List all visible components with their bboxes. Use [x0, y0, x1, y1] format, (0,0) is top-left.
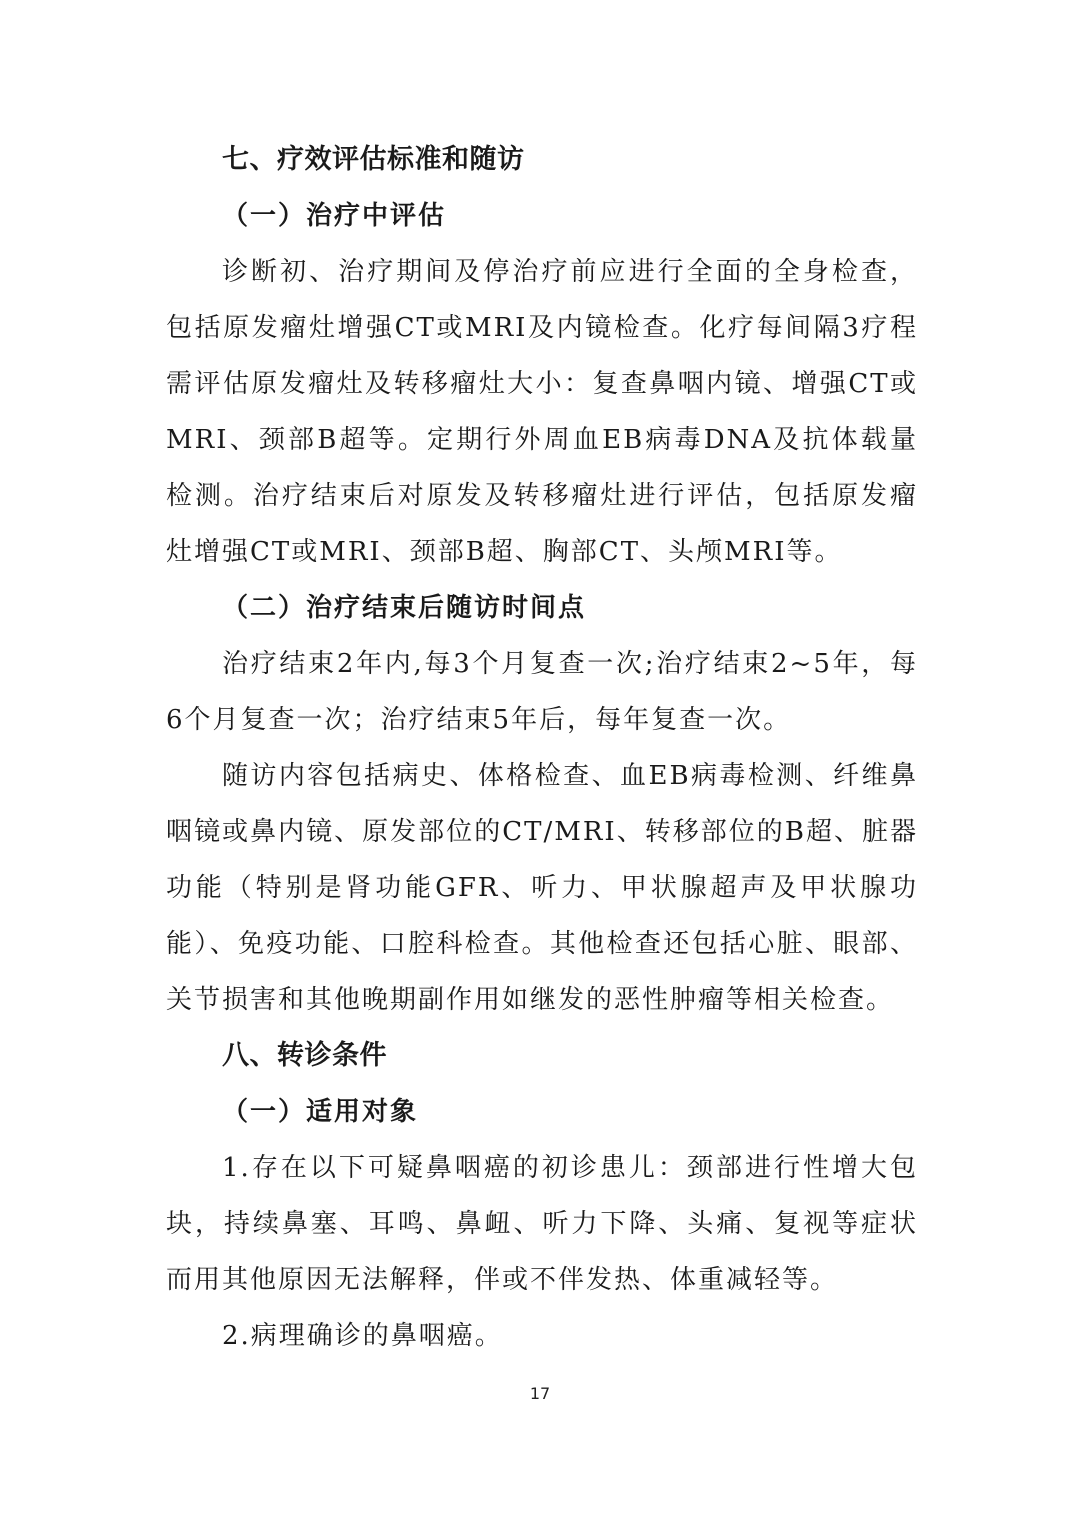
page-number: 17: [529, 1384, 551, 1403]
section-7-2-paragraph-content: 随访内容包括病史、体格检查、血EB病毒检测、纤维鼻咽镜或鼻内镜、原发部位的CT/MRI、转移部位的B超、脏器功能（特别是肾功能GFR、听力、甲状腺超声及甲状腺功能）、免疫功能、口腔科检查。其他检查还包括心脏、眼部、关节损害和其他晚期副作用如继发的恶性肿瘤等相关检查。: [166, 761, 918, 1015]
section-7-heading: 七、疗效评估标准和随访: [222, 144, 525, 175]
section-7-2-paragraph-schedule: 治疗结束2年内,每3个月复查一次;治疗结束2~5年，每6个月复查一次；治疗结束5年后，每年复查一次。: [166, 649, 918, 735]
document-body: [166, 132, 918, 1364]
section-8-1-item-2: 2.病理确诊的鼻咽癌。: [222, 1321, 503, 1351]
section-7-1-heading: （一）治疗中评估: [222, 201, 447, 231]
section-7-2-heading: （二）治疗结束后随访时间点: [222, 593, 587, 623]
section-8-1-heading: （一）适用对象: [222, 1097, 419, 1127]
section-8-heading: 八、转诊条件: [222, 1040, 387, 1071]
section-7-1-paragraph: 诊断初、治疗期间及停治疗前应进行全面的全身检查，包括原发瘤灶增强CT或MRI及内镜检查。化疗每间隔3疗程需评估原发瘤灶及转移瘤灶大小：复查鼻咽内镜、增强CT或MRI、颈部B超等。定期行外周血EB病毒DNA及抗体载量检测。治疗结束后对原发及转移瘤灶进行评估，包括原发瘤灶增强CT或MRI、颈部B超、胸部CT、头颅MRI等。: [166, 257, 918, 567]
section-8-1-item-1: 1.存在以下可疑鼻咽癌的初诊患儿：颈部进行性增大包块，持续鼻塞、耳鸣、鼻衄、听力下降、头痛、复视等症状而用其他原因无法解释，伴或不伴发热、体重减轻等。: [166, 1153, 918, 1295]
